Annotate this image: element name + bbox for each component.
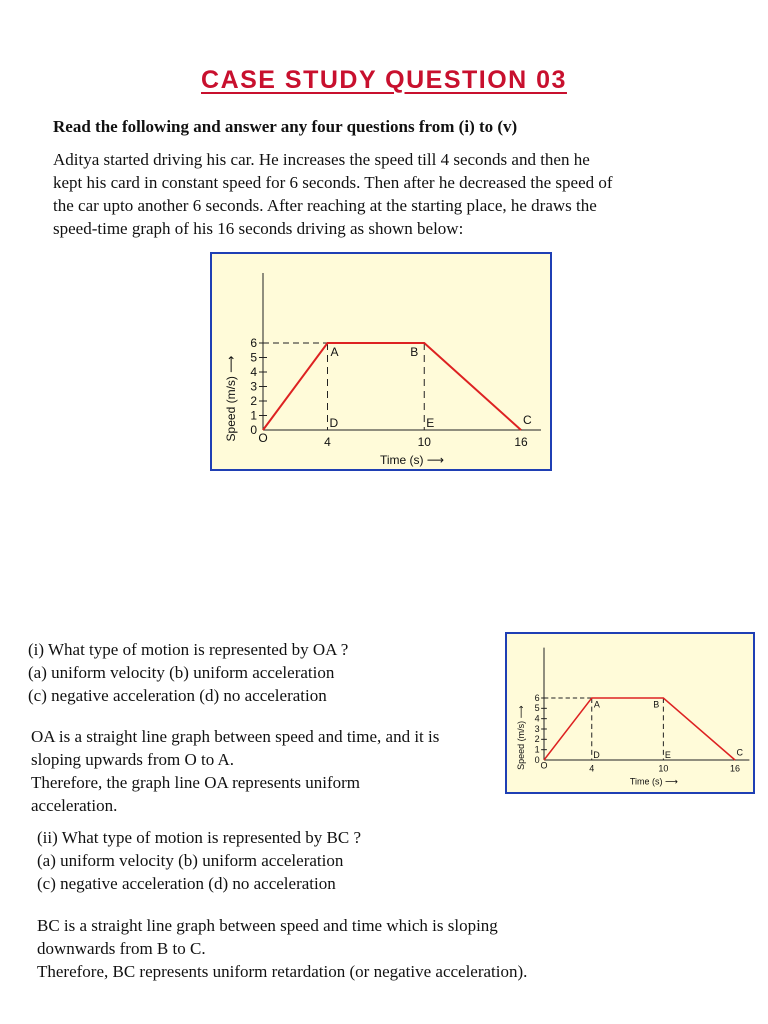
question-2-options-ab: (a) uniform velocity (b) uniform acceleration — [37, 851, 344, 870]
x-tick-label: 10 — [417, 435, 431, 449]
passage-line: speed-time graph of his 16 seconds driving as shown below: — [53, 219, 464, 238]
point-label-a: A — [593, 699, 600, 710]
foot-label-d: D — [593, 749, 600, 760]
y-tick-label: 6 — [250, 336, 257, 350]
speed-series-line — [263, 343, 521, 430]
speed-time-graph-svg — [507, 634, 753, 792]
answer-2 — [37, 914, 657, 983]
answer-1-line: OA is a straight line graph between speed and time, and it is — [31, 727, 440, 746]
speed-time-graph-small — [505, 632, 755, 794]
y-tick-label: 3 — [534, 723, 540, 734]
speed-series-line — [544, 698, 735, 760]
speed-time-graph-svg — [212, 254, 550, 469]
y-tick-label: 0 — [534, 754, 540, 765]
x-tick-label: 10 — [658, 763, 669, 774]
point-label-c: C — [736, 747, 743, 758]
passage — [53, 148, 691, 240]
x-tick-label: 4 — [324, 435, 331, 449]
point-label-b: B — [410, 345, 419, 359]
y-tick-label: 1 — [250, 408, 257, 423]
y-tick-label: 1 — [534, 744, 540, 755]
answer-1 — [31, 725, 501, 817]
y-tick-label: 2 — [250, 394, 257, 408]
answer-2-line: downwards from B to C. — [37, 939, 206, 958]
question-2 — [37, 826, 537, 895]
answer-1-line: sloping upwards from O to A. — [31, 750, 235, 769]
y-tick-label: 2 — [534, 734, 540, 745]
y-tick-label: 6 — [534, 692, 540, 703]
point-label-b: B — [653, 699, 660, 710]
x-tick-label: 16 — [729, 763, 741, 774]
question-1-options-cd: (c) negative acceleration (d) no acceleration — [28, 686, 327, 705]
point-label-a: A — [330, 345, 339, 359]
foot-label-e: E — [664, 749, 671, 760]
y-tick-label: 0 — [250, 423, 257, 437]
point-label-c: C — [523, 413, 532, 427]
passage-line: Aditya started driving his car. He increases the speed till 4 seconds and then he — [53, 150, 590, 169]
answer-1-line: acceleration. — [31, 796, 118, 815]
foot-label-d: D — [329, 416, 339, 430]
x-tick-label: 16 — [514, 435, 528, 449]
passage-line: kept his card in constant speed for 6 seconds. Then after he decreased the speed of — [53, 173, 613, 192]
y-axis-label: Speed (m/s) ⟶ — [224, 355, 238, 442]
x-axis-label: Time (s) ⟶ — [629, 776, 678, 787]
x-tick-label: 4 — [589, 763, 595, 774]
question-2-options-cd: (c) negative acceleration (d) no acceleration — [37, 874, 336, 893]
question-1-text: (i) What type of motion is represented by OA ? — [28, 640, 349, 659]
origin-label: O — [540, 760, 548, 771]
question-2-text: (ii) What type of motion is represented by BC ? — [37, 828, 362, 847]
answer-2-line: BC is a straight line graph between speed and time which is sloping — [37, 916, 498, 935]
answer-2-line: Therefore, BC represents uniform retardation (or negative acceleration). — [37, 962, 528, 981]
y-tick-label: 3 — [250, 379, 257, 394]
answer-1-line: Therefore, the graph line OA represents uniform — [31, 773, 361, 792]
y-axis-label: Speed (m/s) ⟶ — [515, 705, 526, 770]
passage-line: the car upto another 6 seconds. After reaching at the starting place, he draws the — [53, 196, 597, 215]
question-1 — [28, 638, 488, 707]
x-axis-label: Time (s) ⟶ — [379, 453, 445, 467]
question-1-options-ab: (a) uniform velocity (b) uniform acceleration — [28, 663, 335, 682]
foot-label-e: E — [426, 416, 435, 430]
y-tick-label: 5 — [250, 350, 257, 365]
y-tick-label: 4 — [534, 713, 540, 724]
origin-label: O — [258, 431, 268, 445]
speed-time-graph-large — [210, 252, 552, 471]
y-tick-label: 4 — [250, 365, 257, 379]
y-tick-label: 5 — [534, 703, 540, 714]
page-title: CASE STUDY QUESTION 03 — [201, 66, 567, 94]
instruction-text: Read the following and answer any four questions from (i) to (v) — [53, 117, 518, 136]
